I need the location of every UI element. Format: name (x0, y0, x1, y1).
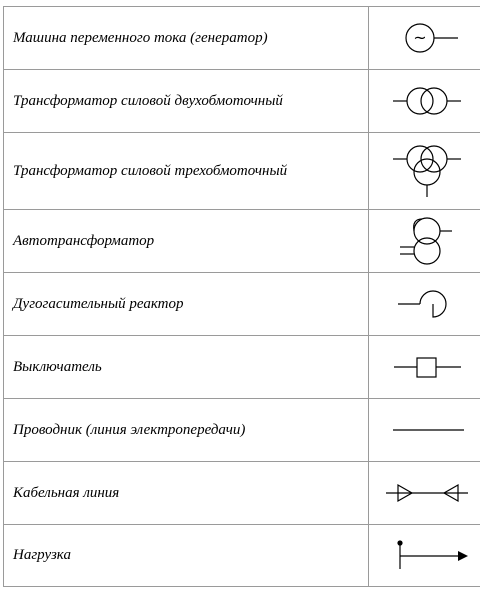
row-label: Дугогасительный реактор (4, 273, 369, 336)
row-label: Проводник (линия электропередачи) (4, 399, 369, 462)
row-label: Нагрузка (4, 525, 369, 587)
generator-symbol-icon (382, 13, 472, 63)
row-label: Автотрансформатор (4, 210, 369, 273)
circuit-breaker-icon (382, 342, 472, 392)
row-label: Кабельная линия (4, 462, 369, 525)
table-row (4, 462, 480, 525)
autotransformer-icon (382, 211, 472, 271)
table-row (4, 525, 480, 587)
row-label: Выключатель (4, 336, 369, 399)
load-arrow-icon (382, 531, 472, 581)
table-row (4, 399, 480, 462)
row-label: Машина переменного тока (генератор) (4, 7, 369, 70)
symbols-table (3, 6, 480, 587)
table-row (4, 273, 480, 336)
table-row (4, 7, 480, 70)
table-row (4, 70, 480, 133)
power-line-icon (382, 405, 472, 455)
arc-suppression-reactor-icon (382, 279, 472, 329)
table-row (4, 133, 480, 210)
three-winding-transformer-icon (382, 135, 472, 207)
row-label: Трансформатор силовой двухобмоточный (4, 70, 369, 133)
two-winding-transformer-icon (382, 76, 472, 126)
table-row (4, 336, 480, 399)
row-label: Трансформатор силовой трехобмоточный (4, 133, 369, 210)
cable-line-icon (382, 468, 472, 518)
generator-tilde: ~ (413, 28, 427, 47)
table-row (4, 210, 480, 273)
